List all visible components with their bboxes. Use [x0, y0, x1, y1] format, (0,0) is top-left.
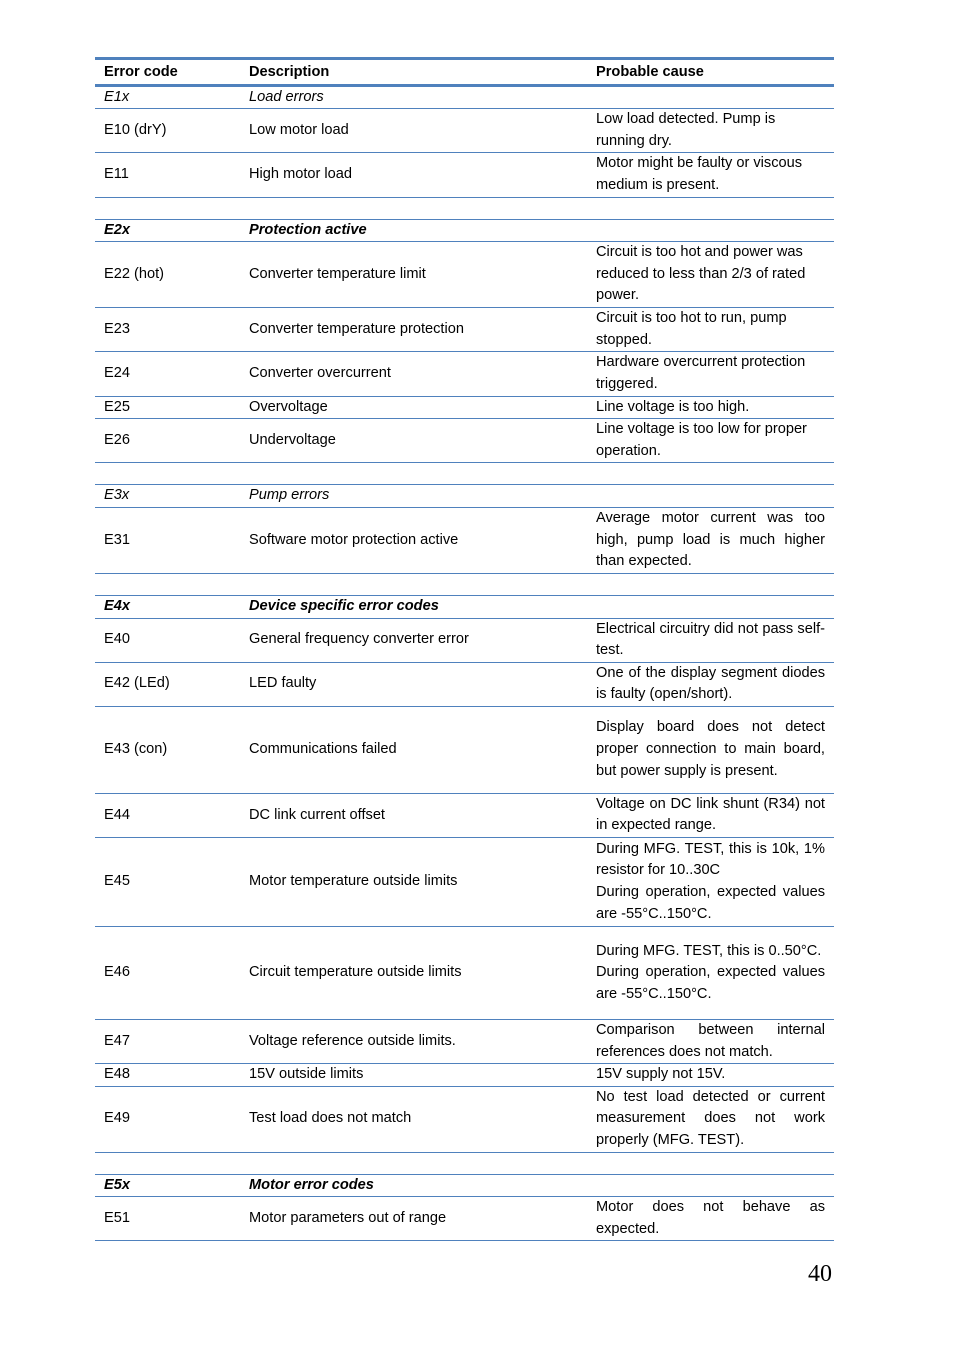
- cause-line: During MFG. TEST, this is 10k, 1% resistor for 10..30C: [596, 840, 825, 879]
- spacer-cell: [95, 573, 834, 595]
- group-code: E2x: [104, 221, 130, 238]
- error-code: E45: [104, 873, 130, 890]
- group-cause-empty: [587, 485, 834, 508]
- table-row: [95, 396, 834, 419]
- probable-cause: [587, 396, 834, 419]
- cause-line: Circuit is too hot to run, pump stopped.: [596, 310, 787, 348]
- group-row: [95, 219, 834, 242]
- cause-line: Low load detected. Pump is running dry.: [596, 111, 776, 149]
- probable-cause: [587, 109, 834, 153]
- table-row: [95, 153, 834, 197]
- page-number: 40: [808, 1261, 832, 1287]
- cause-line: Motor might be faulty or viscous medium is present.: [596, 155, 803, 193]
- table-row: [95, 793, 834, 837]
- group-code: E4x: [104, 597, 130, 614]
- error-description: Circuit temperature outside limits: [249, 964, 462, 981]
- error-code: E42 (LEd): [104, 675, 170, 692]
- group-cause-empty: [587, 85, 834, 109]
- error-code: E48: [104, 1066, 130, 1083]
- header-description: Description: [249, 64, 330, 80]
- cause-line: Hardware overcurrent protection triggered.: [596, 354, 806, 392]
- error-description: Low motor load: [249, 121, 349, 138]
- header-error-code: Error code: [104, 64, 178, 80]
- table-row: [95, 352, 834, 396]
- table-row: [95, 242, 834, 308]
- error-description: High motor load: [249, 166, 353, 183]
- spacer-cell: [95, 463, 834, 485]
- spacer-row: [95, 463, 834, 485]
- table-row: [95, 308, 834, 352]
- cause-line: 15V supply not 15V.: [596, 1066, 726, 1083]
- error-description: General frequency converter error: [249, 631, 469, 648]
- group-description: Pump errors: [249, 487, 330, 504]
- table-row: [95, 706, 834, 793]
- error-description: Software motor protection active: [249, 531, 459, 548]
- error-code: E49: [104, 1110, 130, 1127]
- cause-line: During operation, expected values are -55°C..150°C.: [596, 964, 825, 1002]
- error-description: Motor parameters out of range: [249, 1210, 447, 1227]
- table-row: [95, 927, 834, 1020]
- error-code: E11: [104, 166, 129, 183]
- spacer-row: [95, 573, 834, 595]
- probable-cause: [587, 242, 834, 308]
- group-description: Protection active: [249, 221, 367, 238]
- group-cause-empty: [587, 1174, 834, 1197]
- table-row: [95, 838, 834, 927]
- group-description: Load errors: [249, 88, 324, 105]
- table-row: [95, 419, 834, 463]
- group-cause-empty: [587, 219, 834, 242]
- error-code: E10 (drY): [104, 121, 167, 138]
- group-code: E5x: [104, 1176, 130, 1193]
- error-code: E26: [104, 431, 130, 448]
- probable-cause: [587, 153, 834, 197]
- probable-cause: [587, 1064, 834, 1087]
- group-description: Motor error codes: [249, 1176, 374, 1193]
- table-row: [95, 662, 834, 706]
- error-code: E23: [104, 320, 130, 337]
- error-description: Communications failed: [249, 741, 397, 758]
- probable-cause: [587, 1197, 834, 1241]
- error-description: Motor temperature outside limits: [249, 873, 458, 890]
- spacer-cell: [95, 1152, 834, 1174]
- probable-cause: [587, 1086, 834, 1152]
- group-row: [95, 1174, 834, 1197]
- probable-cause: [587, 308, 834, 352]
- cause-line: Display board does not detect proper connection to main board, but power supply is present.: [596, 719, 825, 779]
- error-code: E22 (hot): [104, 265, 165, 282]
- cause-line: One of the display segment diodes is faulty (open/short).: [596, 664, 825, 703]
- error-code: E24: [104, 365, 130, 382]
- table-header-row: [95, 59, 834, 86]
- table-row: [95, 618, 834, 662]
- probable-cause: [587, 706, 834, 793]
- table-row: [95, 1064, 834, 1087]
- cause-line: Line voltage is too low for proper operation.: [596, 421, 807, 459]
- error-code: E40: [104, 631, 130, 648]
- error-description: DC link current offset: [249, 806, 385, 823]
- error-description: Voltage reference outside limits.: [249, 1032, 456, 1049]
- cause-line: Electrical circuitry did not pass self-test.: [596, 620, 825, 659]
- error-code: E31: [104, 531, 130, 548]
- probable-cause: [587, 618, 834, 662]
- spacer-cell: [95, 197, 834, 219]
- table-row: [95, 1086, 834, 1152]
- probable-cause: [587, 1020, 834, 1064]
- spacer-row: [95, 197, 834, 219]
- header-probable-cause: Probable cause: [596, 64, 704, 80]
- group-code: E1x: [104, 88, 130, 105]
- cause-line: Line voltage is too high.: [596, 398, 750, 415]
- error-code: E44: [104, 806, 130, 823]
- error-code: E51: [104, 1210, 130, 1227]
- group-row: [95, 485, 834, 508]
- error-description: 15V outside limits: [249, 1066, 364, 1083]
- error-description: Test load does not match: [249, 1110, 412, 1127]
- cause-line: During operation, expected values are -55°C..150°C.: [596, 884, 825, 922]
- cause-line: Motor does not behave as expected.: [596, 1199, 825, 1237]
- probable-cause: [587, 419, 834, 463]
- group-row: [95, 85, 834, 109]
- probable-cause: [587, 352, 834, 396]
- table-row: [95, 1020, 834, 1064]
- probable-cause: [587, 838, 834, 927]
- probable-cause: [587, 927, 834, 1020]
- cause-line: During MFG. TEST, this is 0..50°C.: [596, 942, 822, 959]
- error-description: Undervoltage: [249, 431, 336, 448]
- error-code: E47: [104, 1032, 130, 1049]
- cause-line: Comparison between internal references does not match.: [596, 1022, 825, 1060]
- spacer-row: [95, 1152, 834, 1174]
- table-row: [95, 507, 834, 573]
- error-description: Overvoltage: [249, 398, 328, 415]
- cause-line: Voltage on DC link shunt (R34) not in expected range.: [596, 795, 825, 834]
- cause-line: No test load detected or current measurement does not work properly (MFG. TEST).: [596, 1088, 825, 1149]
- group-code: E3x: [104, 487, 130, 504]
- probable-cause: [587, 507, 834, 573]
- error-code: E25: [104, 398, 130, 415]
- group-cause-empty: [587, 595, 834, 618]
- table-body: [95, 85, 834, 1241]
- group-row: [95, 595, 834, 618]
- error-description: Converter temperature protection: [249, 320, 464, 337]
- error-description: Converter temperature limit: [249, 265, 426, 282]
- table-row: [95, 1197, 834, 1241]
- error-description: Converter overcurrent: [249, 365, 391, 382]
- cause-line: Average motor current was too high, pump load is much higher than expected.: [596, 510, 825, 570]
- group-description: Device specific error codes: [249, 597, 439, 614]
- error-code: E46: [104, 964, 130, 981]
- probable-cause: [587, 662, 834, 706]
- error-code: E43 (con): [104, 741, 168, 758]
- cause-line: Circuit is too hot and power was reduced to less than 2/3 of rated power.: [596, 244, 806, 304]
- error-code-table: [95, 57, 834, 1241]
- error-description: LED faulty: [249, 675, 317, 692]
- probable-cause: [587, 793, 834, 837]
- table-row: [95, 109, 834, 153]
